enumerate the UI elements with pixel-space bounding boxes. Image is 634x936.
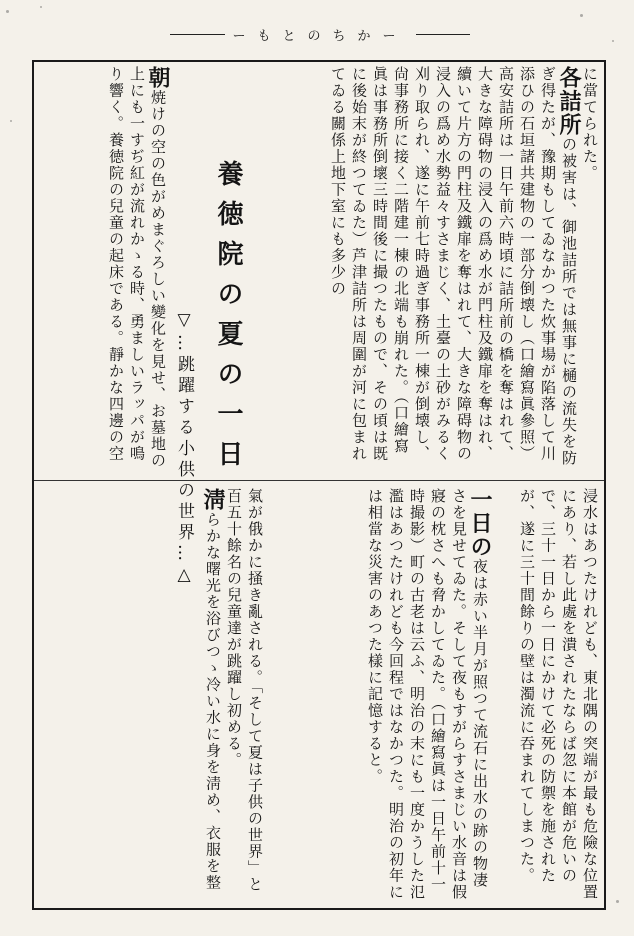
paper-speck	[580, 14, 583, 17]
clean-body: らかな曙光を浴びつゝ冷い水に身を淸め、衣服を整	[204, 511, 222, 891]
paper-speck	[6, 10, 9, 13]
lower-left-section	[40, 488, 265, 902]
section-heading: 各詰所	[556, 66, 582, 137]
lower-left-text: 氣が俄かに掻き亂される。「そして夏は子供の世界」と百五十餘名の兒童達が跳躍し初める。	[225, 488, 264, 893]
clean-heading: 淸	[200, 488, 226, 512]
header-rule-left	[170, 34, 225, 35]
right-column-text: 浸水はあつたけれども、東北隅の突端が最も危險な位置にあり、若し此處を潰されたならば忽に本館が危いので、三十一日から一日にかけて必死の防禦を施されたが、遂に三十間餘りの壁は濁流に吞まれてしまつた。	[518, 488, 599, 901]
header-rule-right	[416, 34, 471, 35]
flood-report	[290, 66, 600, 470]
page-label: ーもとのちかー	[232, 28, 408, 44]
article-subtitle: ▽…跳躍する小供の世界…△	[174, 310, 194, 589]
morning-heading: 朝	[145, 66, 171, 90]
morning-section	[40, 66, 171, 470]
paper-speck	[10, 120, 12, 122]
page-header	[170, 22, 470, 46]
paper-speck	[40, 6, 42, 8]
article-title: 養徳院の夏の一日	[213, 160, 243, 480]
flood-report-body: の被害は、御池詰所では無事に樋の流失を防ぎ得たが、豫期もしてゐなかつた炊事場が陷落して川添ひの石垣諸共建物の一部分倒壊し（口繪寫眞參照）高安詰所は一日午前六時頃に詰所前の橋を奪はれて、大きな障碍物の浸入の爲め水が門柱及鐵扉を奪はれ、續いて片方の門柱及鐵扉を奪はれて、大きな障碍物の浸入の爲め水勢益々すさまじく、土臺の土砂がみるく刈り取られ、遂に午前七時過ぎ事務所一棟が倒壊し、尙事務所に接く二階建一棟の北端も崩れた。（口繪寫眞は事務所倒壞三時間後に撮つたもので、その頃は既に後始末が終つてゐた）芦津詰所は周圍が河に包まれてゐる關係上地下室にも多少の	[329, 66, 578, 467]
right-column	[500, 488, 600, 902]
continuation-text: に當てられた。	[581, 66, 599, 182]
morning-body: 焼けの空の色がめまぐろしい變化を見せ、お墓地の上にも一すぢ紅が流れかゝる時、勇ましいラッパが鳴り響く。養徳院の兒童の起床である。靜かな四邊の空	[107, 66, 167, 469]
section-divider	[34, 480, 604, 481]
paper-speck	[612, 40, 614, 42]
caption-body: 夜は赤い半月が照つて流石に出水の跡の物凄さを見せてゐた。そして夜もすがらすさまじい水音は假寢の枕さへも脅かしてゐた。（口繪寫眞は一日午前十一時撮影）町の古老は云ふ、明治の末にも一度かうした氾濫はあつたけれども今回程ではなかつた。明治の初年には相當な災害のあつた樣に記憶すると。	[366, 488, 489, 901]
caption-heading: 一日の	[467, 488, 493, 559]
caption-block	[275, 488, 493, 902]
paper-speck	[616, 900, 619, 903]
